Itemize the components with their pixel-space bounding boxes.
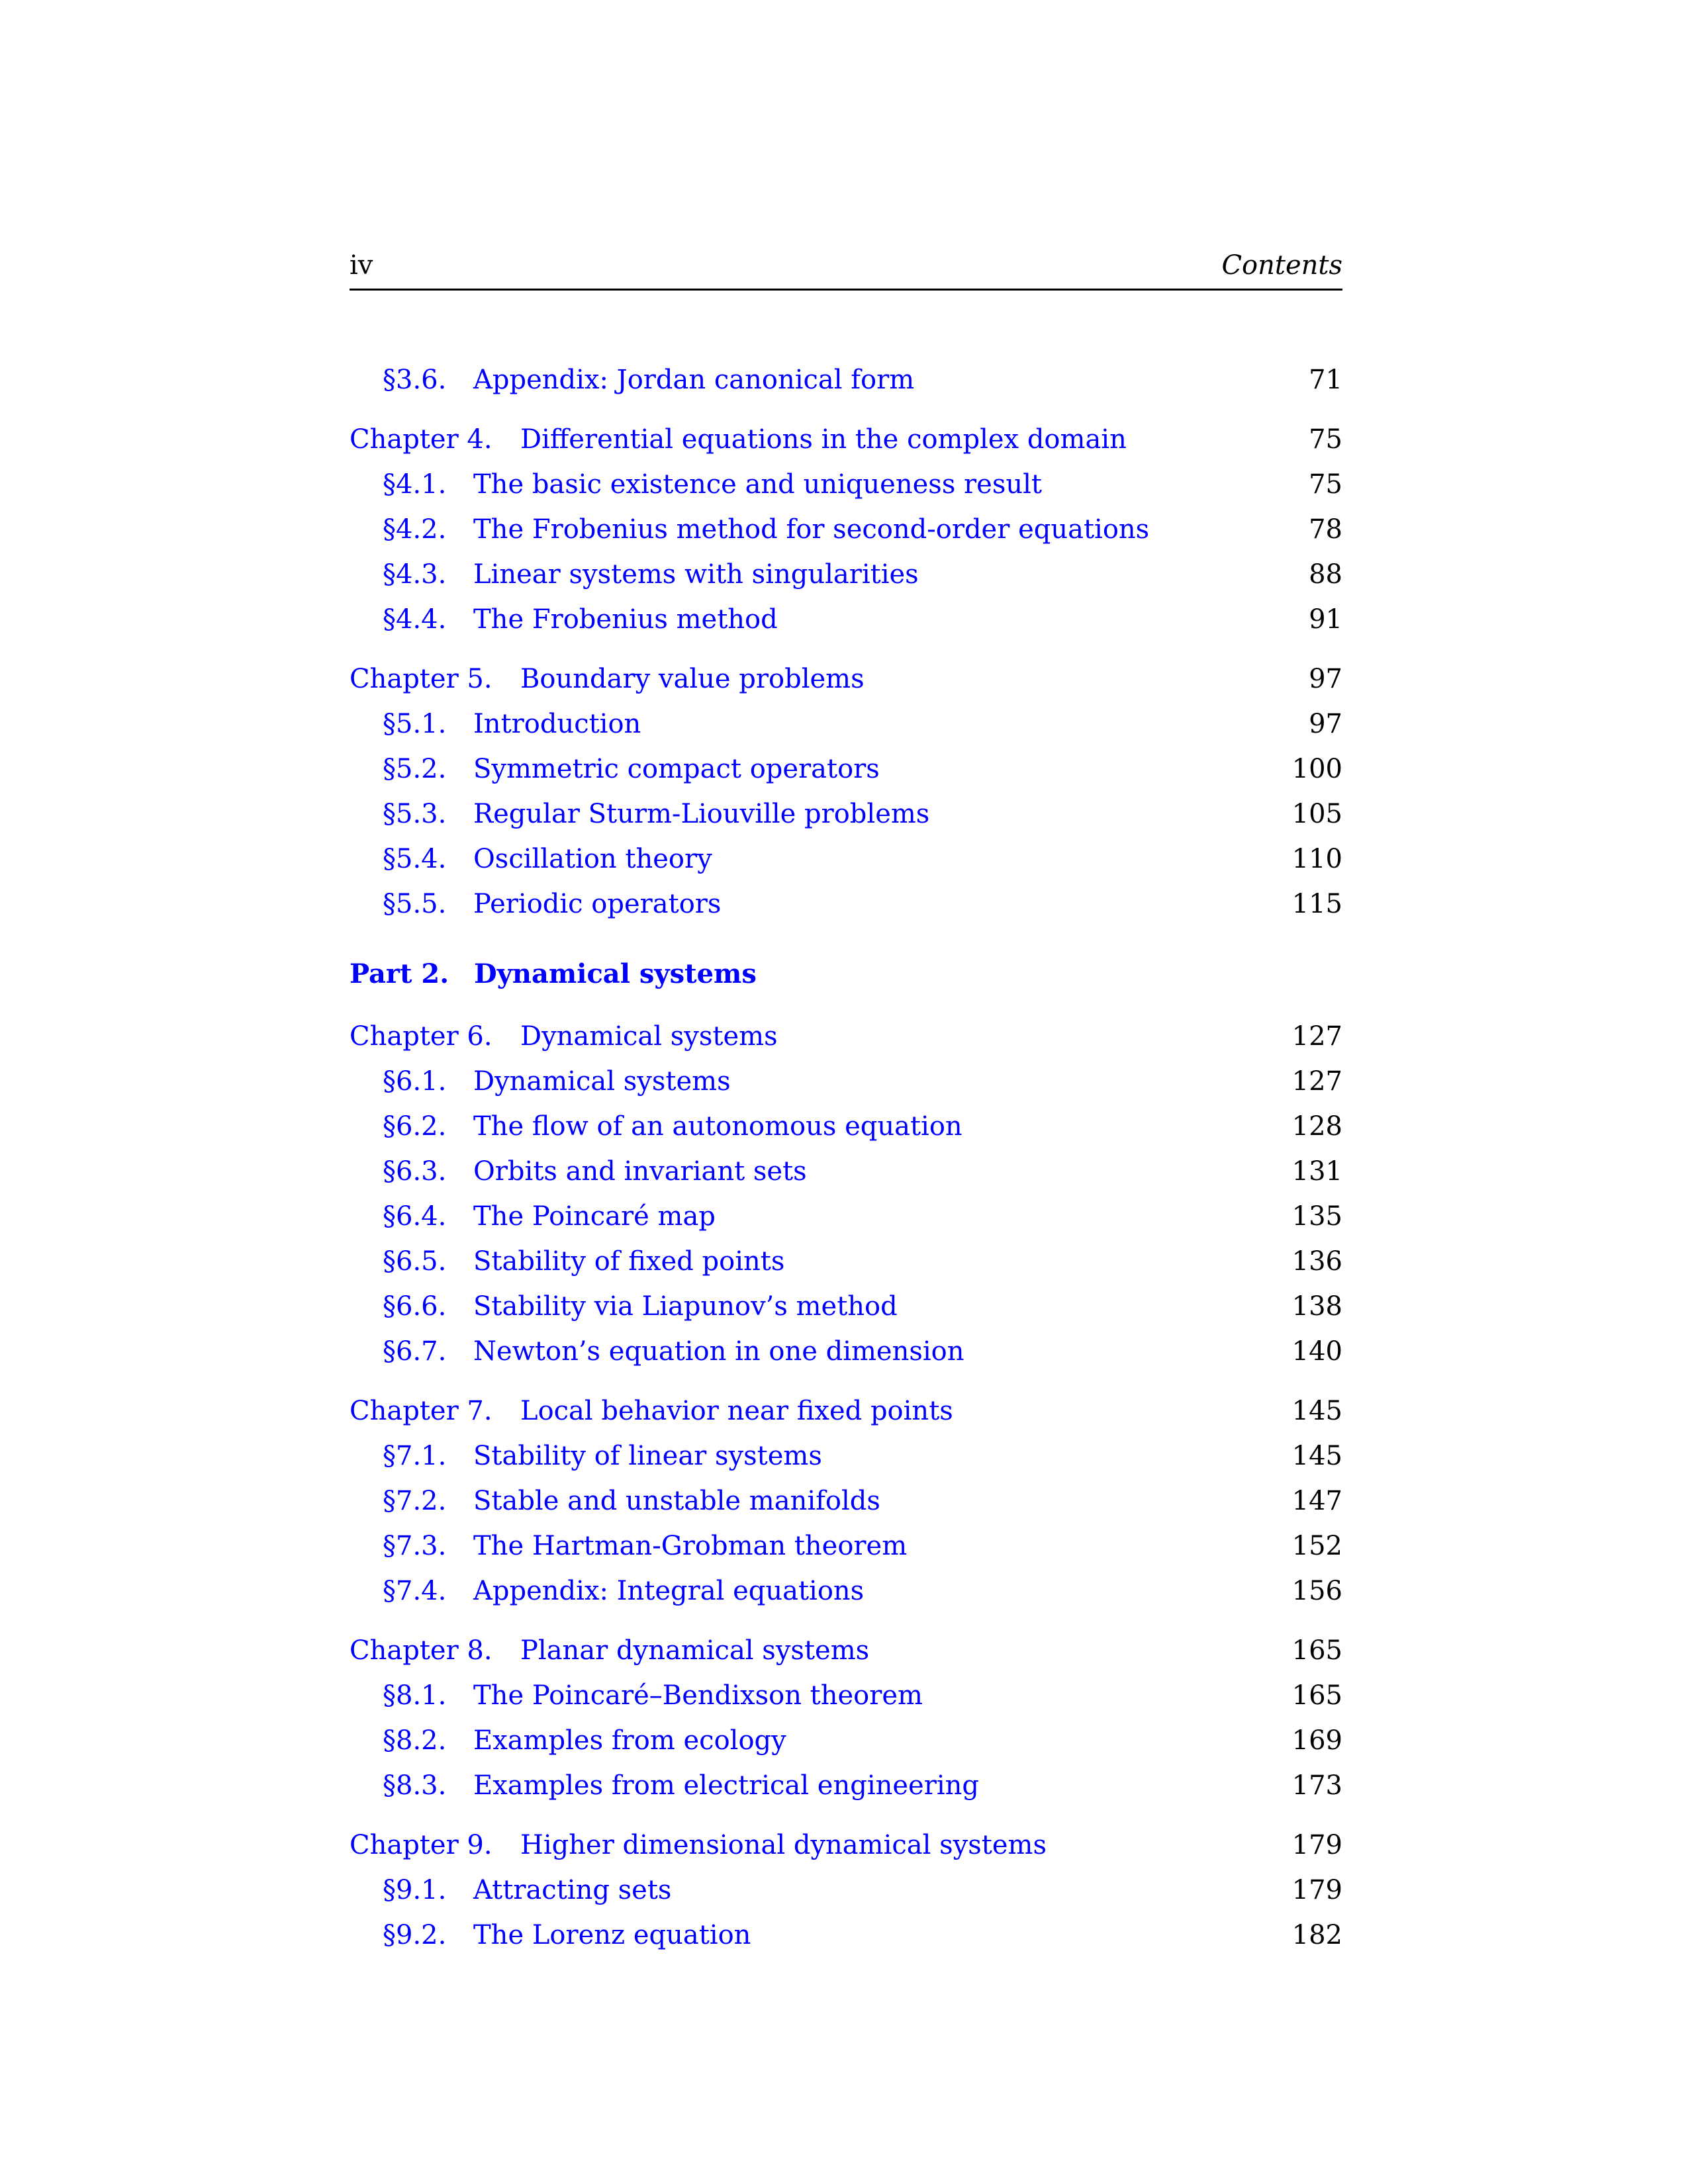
toc-section-entry[interactable]	[350, 1329, 1342, 1374]
toc-entry-page-number: 91	[1309, 604, 1342, 635]
page-number: iv	[350, 250, 373, 281]
toc-entry-number: Chapter 9.	[350, 1830, 492, 1860]
toc-entry-page-number: 88	[1309, 559, 1342, 590]
running-header	[350, 244, 1342, 291]
toc-section-entry[interactable]	[350, 837, 1342, 882]
toc-entry-page-number: 165	[1291, 1635, 1342, 1666]
toc-section-entry[interactable]	[350, 1194, 1342, 1239]
toc-entry-number: §5.3.	[383, 799, 447, 829]
toc-entry-title[interactable]: Appendix: Integral equations	[473, 1576, 865, 1606]
toc-entry-number: Chapter 7.	[350, 1396, 492, 1426]
toc-entry-page-number: 147	[1291, 1486, 1342, 1516]
toc-entry-page-number: 182	[1291, 1920, 1342, 1950]
toc-entry-title[interactable]: The Lorenz equation	[473, 1920, 751, 1950]
toc-entry-title[interactable]: Introduction	[473, 709, 641, 739]
toc-entry-number: §6.4.	[383, 1201, 447, 1232]
toc-entry-page-number: 145	[1291, 1441, 1342, 1471]
toc-entry-number: §8.2.	[383, 1725, 447, 1756]
toc-entry-title[interactable]: The Frobenius method for second-order equations	[473, 514, 1150, 545]
toc-entry-title[interactable]: Stability of linear systems	[473, 1441, 822, 1471]
toc-section-entry[interactable]	[350, 882, 1342, 927]
toc-section-entry[interactable]	[350, 1913, 1342, 1958]
toc-section-entry[interactable]	[350, 1104, 1342, 1149]
toc-entry-title[interactable]: Oscillation theory	[473, 844, 712, 874]
toc-entry-title[interactable]: The Poincaré map	[473, 1201, 716, 1232]
toc-entry-page-number: 140	[1291, 1336, 1342, 1367]
toc-entry-page-number: 131	[1291, 1156, 1342, 1187]
toc-section-entry[interactable]	[350, 1479, 1342, 1524]
toc-entry-page-number: 179	[1291, 1875, 1342, 1905]
toc-entry-title[interactable]: Dynamical systems	[520, 1021, 778, 1052]
toc-entry-page-number: 127	[1291, 1066, 1342, 1097]
toc-entry-page-number: 71	[1309, 365, 1342, 395]
toc-entry-page-number: 152	[1291, 1531, 1342, 1561]
toc-entry-number: §6.7.	[383, 1336, 447, 1367]
toc-entry-page-number: 110	[1291, 844, 1342, 874]
toc-entry-number: §6.5.	[383, 1246, 447, 1277]
toc-entry-title[interactable]: The Frobenius method	[473, 604, 778, 635]
toc-chapter-entry[interactable]	[350, 417, 1342, 462]
toc-entry-page-number: 115	[1291, 889, 1342, 919]
toc-entry-page-number: 97	[1309, 709, 1342, 739]
toc-entry-page-number: 145	[1291, 1396, 1342, 1426]
toc-entry-title[interactable]: The flow of an autonomous equation	[473, 1111, 962, 1142]
toc-entry-page-number: 135	[1291, 1201, 1342, 1232]
toc-entry-title[interactable]: Symmetric compact operators	[473, 754, 880, 784]
table-of-contents	[350, 357, 1342, 1958]
toc-section-entry[interactable]	[350, 1239, 1342, 1284]
toc-entry-title[interactable]: The Poincaré–Bendixson theorem	[473, 1680, 923, 1711]
toc-entry-number: Chapter 8.	[350, 1635, 492, 1666]
toc-entry-number: §7.4.	[383, 1576, 447, 1606]
toc-entry-page-number: 127	[1291, 1021, 1342, 1052]
toc-section-entry[interactable]	[350, 747, 1342, 792]
toc-section-entry[interactable]	[350, 1868, 1342, 1913]
toc-entry-number: §9.1.	[383, 1875, 447, 1905]
toc-entry-title[interactable]: The Hartman-Grobman theorem	[473, 1531, 908, 1561]
toc-entry-title[interactable]: Planar dynamical systems	[520, 1635, 870, 1666]
toc-section-entry[interactable]	[350, 597, 1342, 642]
toc-entry-number: Chapter 6.	[350, 1021, 492, 1052]
toc-entry-page-number: 75	[1309, 424, 1342, 455]
toc-entry-page-number: 75	[1309, 469, 1342, 500]
toc-entry-title[interactable]: Stability via Liapunov’s method	[473, 1291, 898, 1322]
toc-entry-number: Chapter 4.	[350, 424, 492, 455]
toc-entry-page-number: 156	[1291, 1576, 1342, 1606]
toc-section-entry[interactable]	[350, 507, 1342, 552]
toc-entry-title[interactable]: Appendix: Jordan canonical form	[473, 365, 915, 395]
toc-chapter-entry[interactable]	[350, 1388, 1342, 1433]
toc-section-entry[interactable]	[350, 462, 1342, 507]
toc-entry-title[interactable]: Boundary value problems	[520, 664, 865, 694]
toc-entry-title[interactable]: Newton’s equation in one dimension	[473, 1336, 964, 1367]
toc-entry-number: §4.3.	[383, 559, 447, 590]
toc-chapter-entry[interactable]	[350, 1628, 1342, 1673]
toc-section-entry[interactable]	[350, 1433, 1342, 1479]
toc-entry-number: §7.1.	[383, 1441, 447, 1471]
toc-entry-number: §4.2.	[383, 514, 447, 545]
toc-section-entry[interactable]	[350, 357, 1342, 402]
toc-entry-title[interactable]: Higher dimensional dynamical systems	[520, 1830, 1047, 1860]
toc-entry-page-number: 169	[1291, 1725, 1342, 1756]
toc-entry-title[interactable]: Orbits and invariant sets	[473, 1156, 807, 1187]
toc-entry-title[interactable]: Local behavior near fixed points	[520, 1396, 953, 1426]
toc-entry-number: §9.2.	[383, 1920, 447, 1950]
toc-entry-number: §6.6.	[383, 1291, 447, 1322]
toc-entry-number: §6.1.	[383, 1066, 447, 1097]
toc-entry-number: §8.3.	[383, 1770, 447, 1801]
toc-entry-page-number: 165	[1291, 1680, 1342, 1711]
toc-section-entry[interactable]	[350, 792, 1342, 837]
toc-entry-title[interactable]: Dynamical systems	[474, 958, 757, 989]
toc-section-entry[interactable]	[350, 1149, 1342, 1194]
toc-entry-number: §7.2.	[383, 1486, 447, 1516]
toc-entry-page-number: 173	[1291, 1770, 1342, 1801]
toc-section-entry[interactable]	[350, 1569, 1342, 1614]
toc-entry-title[interactable]: Stability of fixed points	[473, 1246, 785, 1277]
toc-entry-title[interactable]: Attracting sets	[473, 1875, 672, 1905]
toc-entry-number: §6.2.	[383, 1111, 447, 1142]
toc-entry-title[interactable]: Examples from ecology	[473, 1725, 786, 1756]
toc-entry-title[interactable]: The basic existence and uniqueness result	[473, 469, 1043, 500]
toc-section-entry[interactable]	[350, 1524, 1342, 1569]
toc-entry-page-number: 179	[1291, 1830, 1342, 1860]
running-title: Contents	[1221, 250, 1342, 281]
toc-entry-title[interactable]: Regular Sturm-Liouville problems	[473, 799, 930, 829]
toc-entry-title[interactable]: Examples from electrical engineering	[473, 1770, 980, 1801]
toc-entry-title[interactable]: Periodic operators	[473, 889, 722, 919]
toc-section-entry[interactable]	[350, 1673, 1342, 1718]
toc-entry-page-number: 97	[1309, 664, 1342, 694]
toc-entry-number: Part 2.	[350, 958, 449, 989]
toc-entry-title[interactable]: Differential equations in the complex domain	[520, 424, 1127, 455]
toc-entry-number: §8.1.	[383, 1680, 447, 1711]
toc-entry-number: §5.4.	[383, 844, 447, 874]
toc-entry-title[interactable]: Dynamical systems	[473, 1066, 731, 1097]
toc-entry-number: §5.5.	[383, 889, 447, 919]
toc-chapter-entry[interactable]	[350, 1014, 1342, 1059]
toc-entry-number: §4.4.	[383, 604, 447, 635]
toc-entry-page-number: 128	[1291, 1111, 1342, 1142]
toc-entry-number: §3.6.	[383, 365, 447, 395]
toc-entry-number: Chapter 5.	[350, 664, 492, 694]
toc-entry-page-number: 78	[1309, 514, 1342, 545]
toc-part-entry[interactable]	[350, 952, 1342, 999]
toc-section-entry[interactable]	[350, 1284, 1342, 1329]
toc-entry-page-number: 105	[1291, 799, 1342, 829]
toc-entry-number: §5.1.	[383, 709, 447, 739]
toc-section-entry[interactable]	[350, 1763, 1342, 1808]
toc-entry-number: §4.1.	[383, 469, 447, 500]
toc-chapter-entry[interactable]	[350, 657, 1342, 702]
toc-entry-page-number: 100	[1291, 754, 1342, 784]
toc-entry-number: §6.3.	[383, 1156, 447, 1187]
toc-entry-page-number: 136	[1291, 1246, 1342, 1277]
toc-chapter-entry[interactable]	[350, 1823, 1342, 1868]
toc-section-entry[interactable]	[350, 1718, 1342, 1763]
toc-section-entry[interactable]	[350, 1059, 1342, 1104]
toc-entry-title[interactable]: Stable and unstable manifolds	[473, 1486, 880, 1516]
toc-section-entry[interactable]	[350, 552, 1342, 597]
toc-entry-page-number: 138	[1291, 1291, 1342, 1322]
toc-entry-number: §5.2.	[383, 754, 447, 784]
toc-entry-title[interactable]: Linear systems with singularities	[473, 559, 919, 590]
toc-entry-number: §7.3.	[383, 1531, 447, 1561]
toc-section-entry[interactable]	[350, 702, 1342, 747]
